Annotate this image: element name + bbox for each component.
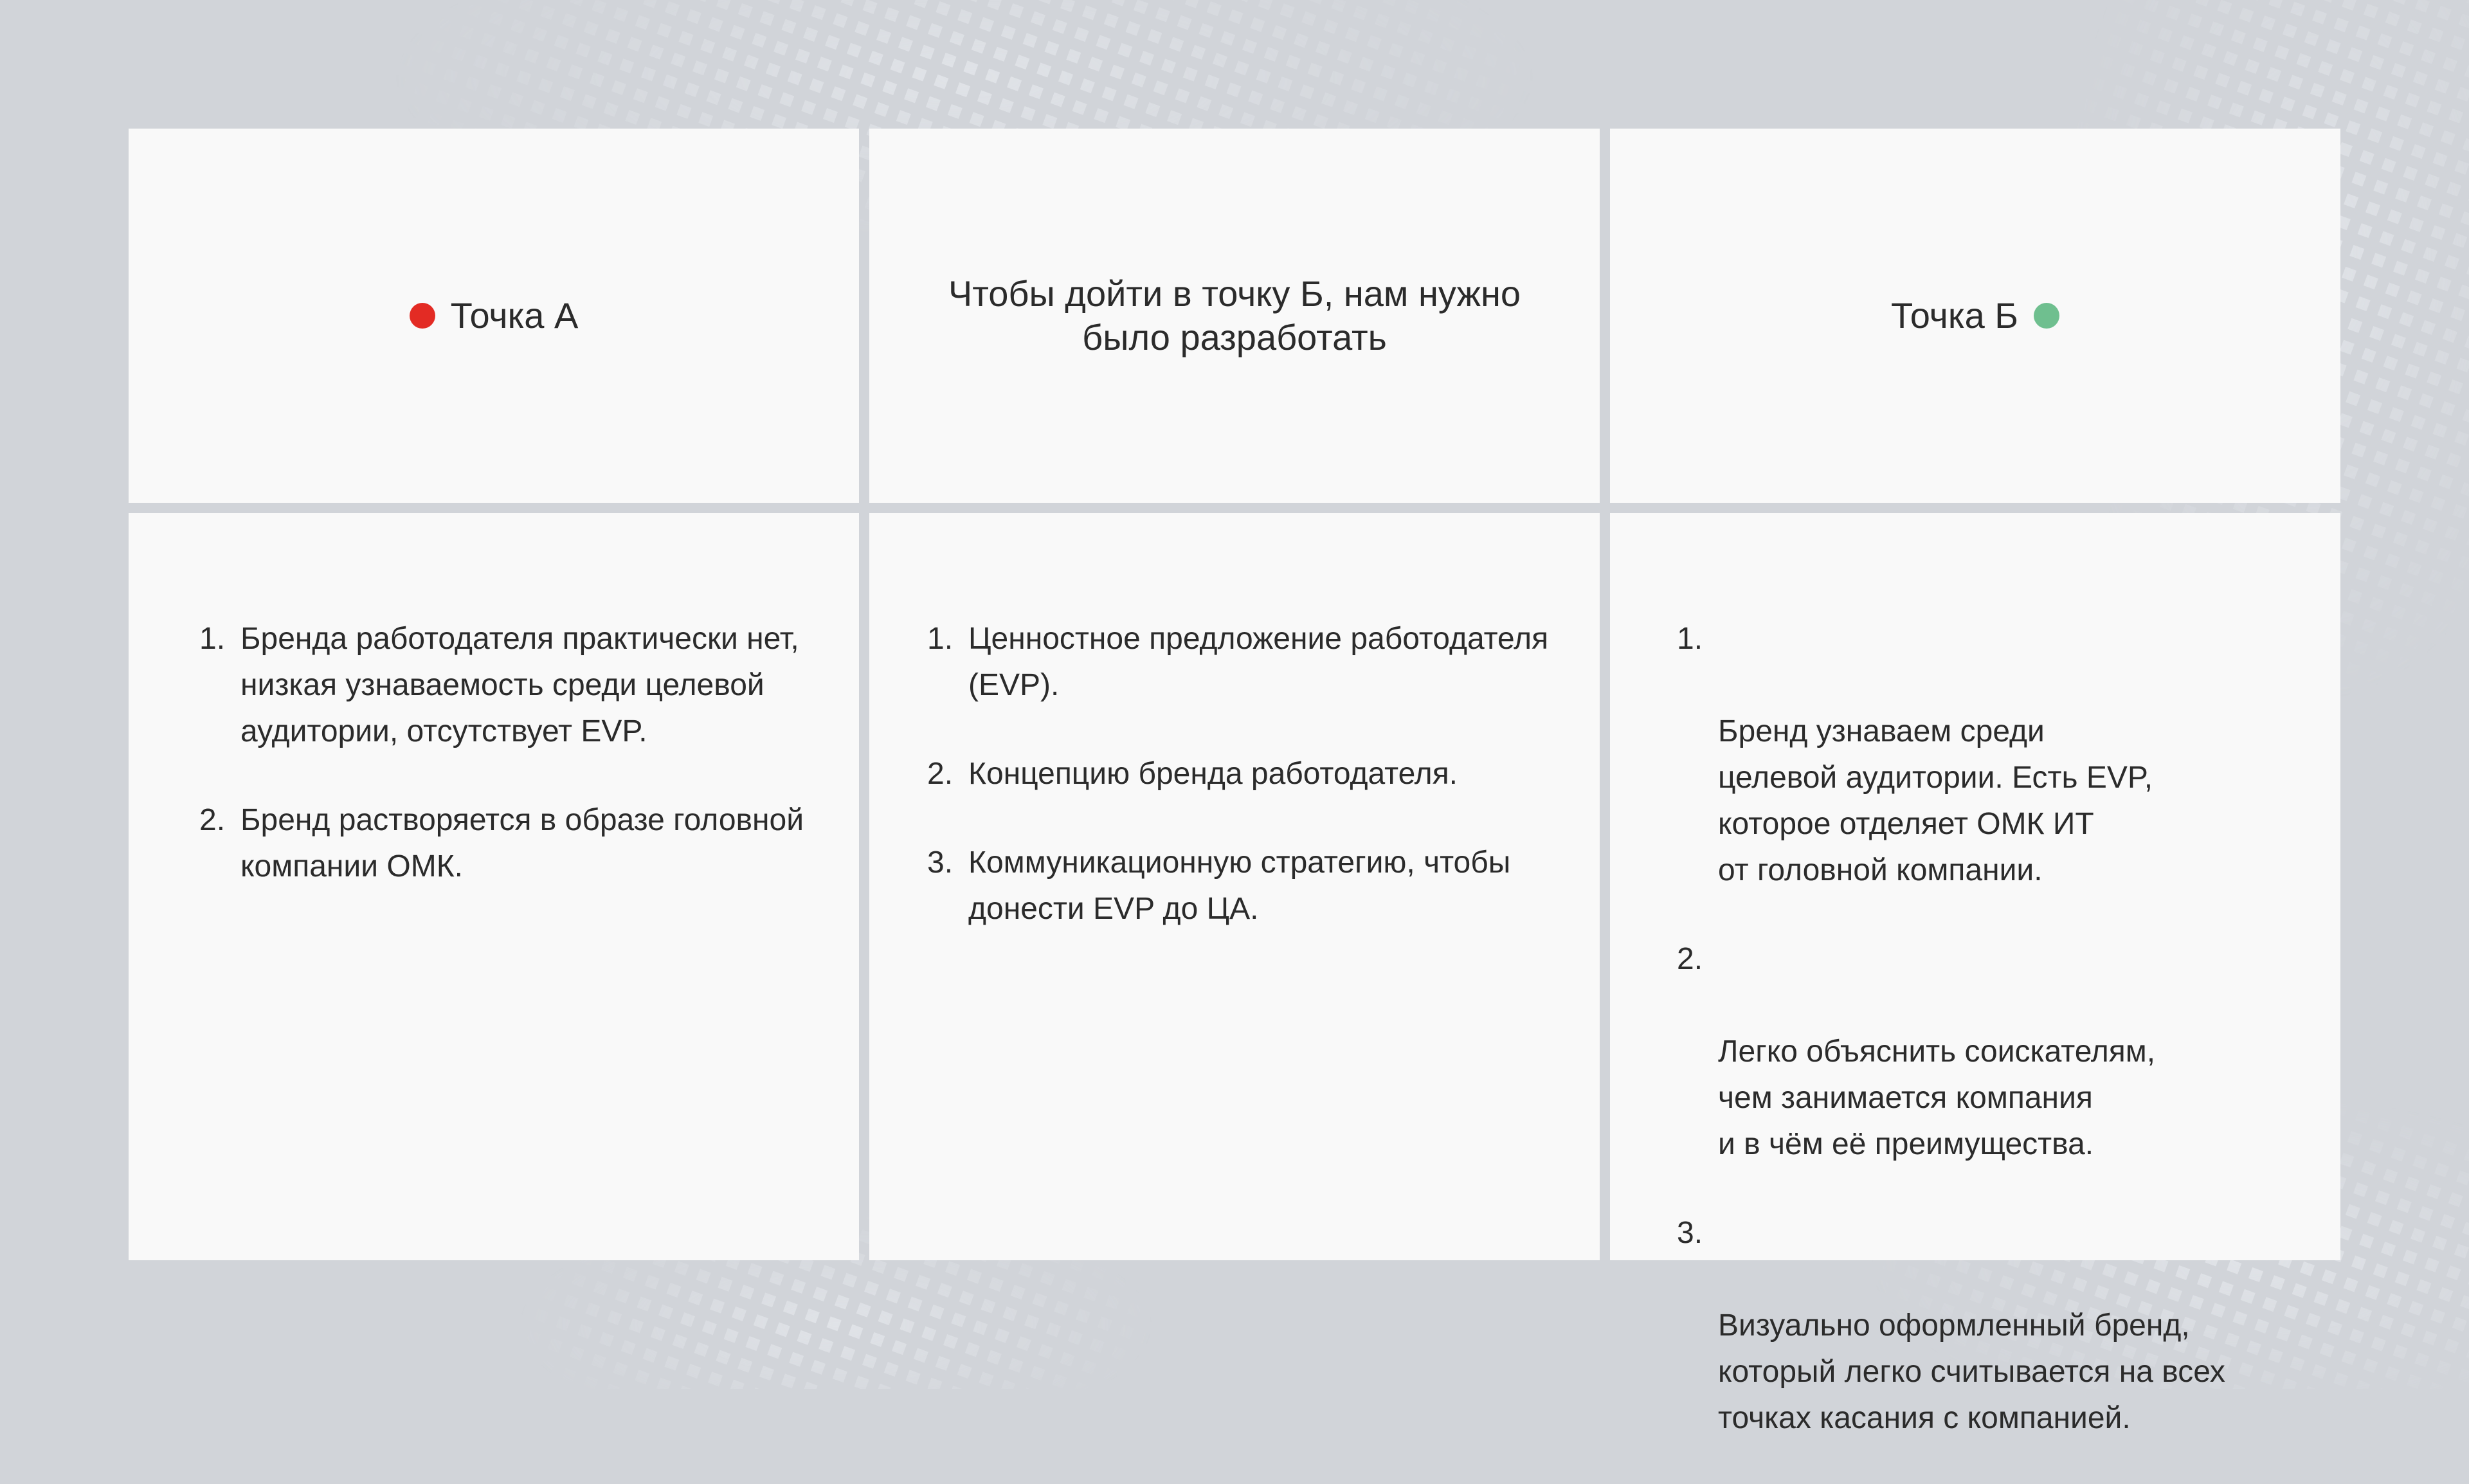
point-a-label: Точка А [450,295,579,336]
list-number: 1. [927,622,954,656]
point-a-list [199,616,817,932]
list-number: 2. [927,757,954,791]
transition-list [927,616,1557,975]
list-number: 2. [199,803,226,837]
list-item [927,751,1557,797]
transition-title: Чтобы дойти в точку Б, нам нужно было разработать [948,273,1521,357]
list-item [1677,1210,2294,1442]
point-b-list [1677,616,2294,1484]
list-number: 1. [1677,622,1703,656]
list-item [927,616,1557,709]
list-number: 3. [1677,1216,1703,1250]
list-item [1677,936,2294,1168]
transition-body-card [869,513,1600,1260]
list-number: 2. [1677,942,1703,976]
point-b-title [1891,294,2059,338]
point-a-header-card [129,129,859,503]
list-item-text: Визуально оформленный бренд, который легко считывается на всех точках касания с компанией. [1718,1308,2225,1435]
list-item-text: Коммуникационную стратегию, чтобы донести EVP до ЦА. [968,846,1511,926]
list-item-text: Ценностное предложение работодателя (EVP). [968,622,1549,702]
point-b-body-card [1610,513,2340,1435]
list-number: 1. [199,622,226,656]
transition-header-card [869,129,1600,503]
red-dot-icon [410,303,435,329]
point-a-title [410,294,579,338]
list-item-text: Концепцию бренда работодателя. [968,757,1458,791]
point-b-label: Точка Б [1890,295,2019,336]
comparison-grid [129,129,2340,1435]
list-item [199,797,817,890]
list-item-text: Бренд растворяется в образе головной компании ОМК. [240,803,804,883]
list-item-text: Бренда работодателя практически нет, низкая узнаваемость среди целевой аудитории, отсутствует EVP. [240,622,799,748]
list-item [927,840,1557,932]
green-dot-icon [2034,303,2059,329]
list-item [199,616,817,755]
point-b-header-card [1610,129,2340,503]
list-number: 3. [927,846,954,880]
list-item-text: Бренд узнаваем среди целевой аудитории. Есть EVP, которое отделяет ОМК ИТ от головной компании. [1718,714,2153,887]
point-a-body-card [129,513,859,1260]
list-item [1677,616,2294,894]
list-item-text: Легко объяснить соискателям, чем занимается компания и в чём её преимущества. [1718,1035,2156,1161]
